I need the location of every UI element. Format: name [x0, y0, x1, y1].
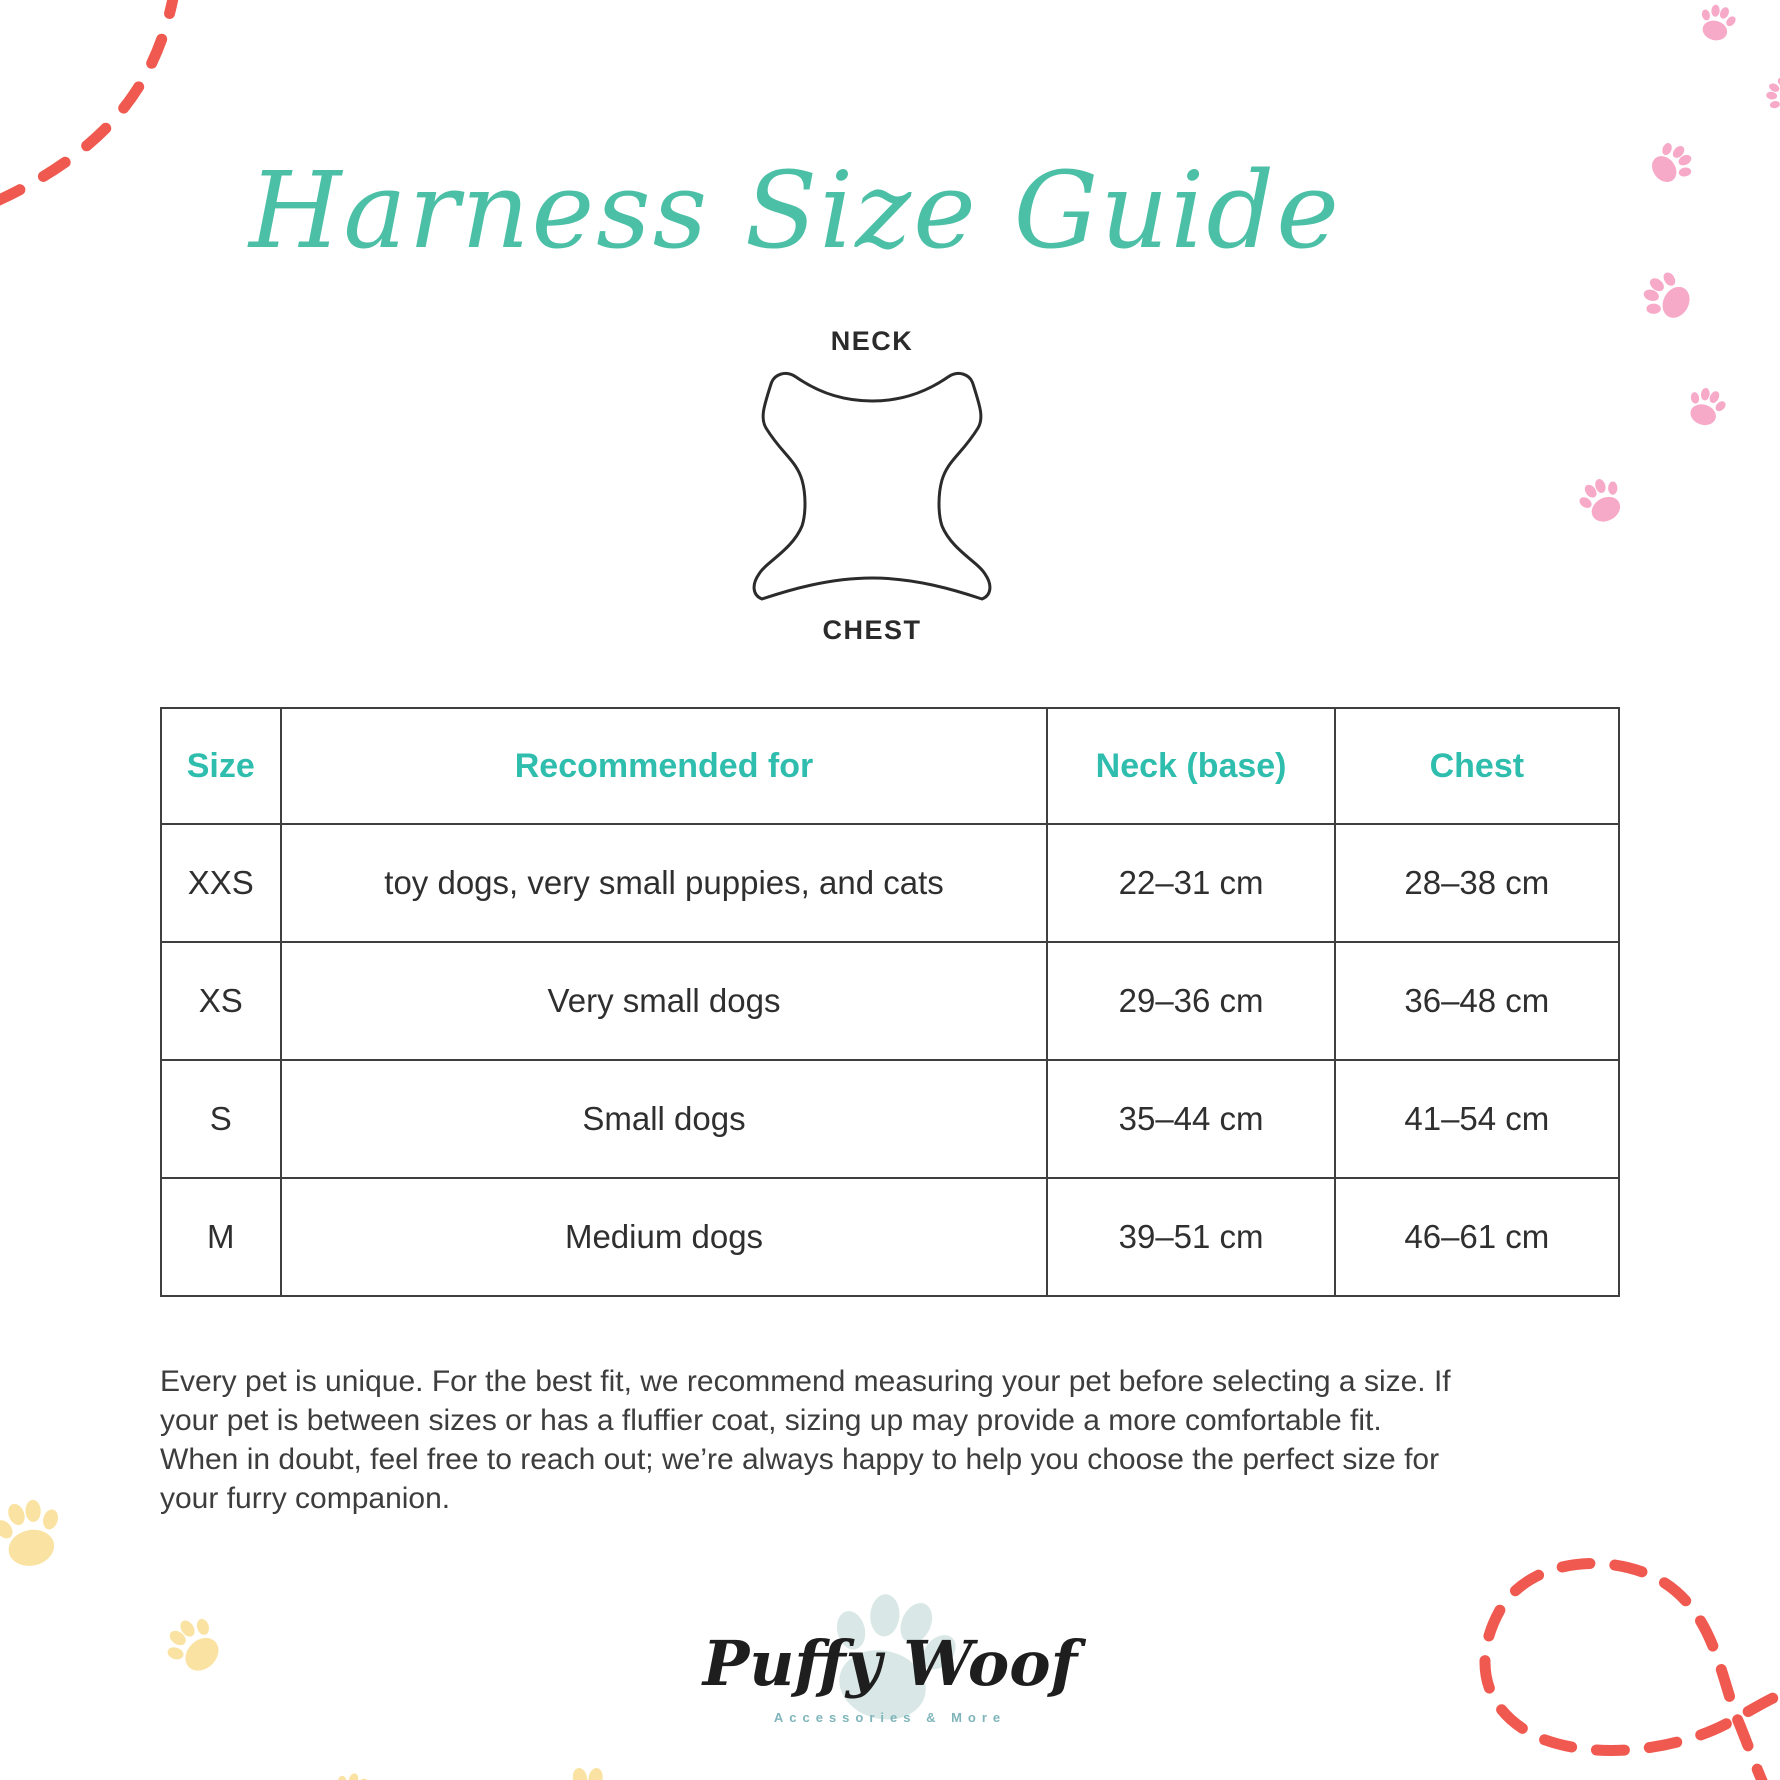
paw-icon [0, 1493, 70, 1572]
cell-recommended: Medium dogs [281, 1178, 1048, 1296]
table-row [161, 824, 1619, 942]
cell-chest: 28–38 cm [1335, 824, 1619, 942]
cell-neck: 22–31 cm [1047, 824, 1334, 942]
sizing-note-line: your furry companion. [160, 1482, 451, 1515]
page-title: Harness Size Guide [248, 149, 1341, 273]
cell-chest: 41–54 cm [1335, 1060, 1619, 1178]
paw-icon [1762, 73, 1780, 116]
sizing-note-line: your pet is between sizes or has a fluffier coat, sizing up may provide a more comfortable fit. [160, 1404, 1382, 1437]
cell-recommended: Small dogs [281, 1060, 1048, 1178]
paw-icon [325, 1766, 379, 1780]
table-row [161, 1178, 1619, 1296]
cell-neck: 29–36 cm [1047, 942, 1334, 1060]
paw-icon [156, 1607, 233, 1684]
cell-chest: 46–61 cm [1335, 1178, 1619, 1296]
pink-paw-prints [1572, 1, 1780, 530]
dashed-loop-bottom-right [1485, 1563, 1780, 1780]
harness-outline-icon [752, 365, 992, 609]
table-row [161, 1060, 1619, 1178]
paw-icon [1572, 471, 1632, 530]
brand-logo [640, 1565, 1140, 1765]
brand-name: Puffy Woof [702, 1627, 1078, 1700]
paw-icon [1643, 135, 1701, 193]
size-guide-table [160, 707, 1620, 1297]
cell-recommended: Very small dogs [281, 942, 1048, 1060]
header-recommended-for: Recommended for [281, 708, 1048, 824]
chest-label: CHEST [822, 615, 922, 645]
paw-icon [1682, 383, 1731, 431]
header-size: Size [161, 708, 281, 824]
sizing-note-line: When in doubt, feel free to reach out; we’re always happy to help you choose the perfect size for [160, 1443, 1440, 1476]
header-chest: Chest [1335, 708, 1619, 824]
sizing-note [160, 1362, 1640, 1518]
harness-diagram [742, 326, 1002, 646]
neck-label: NECK [830, 326, 914, 356]
yellow-paw-prints [0, 1493, 620, 1780]
cell-recommended: toy dogs, very small puppies, and cats [281, 824, 1048, 942]
cell-chest: 36–48 cm [1335, 942, 1619, 1060]
table-row [161, 942, 1619, 1060]
cell-size: M [161, 1178, 281, 1296]
cell-neck: 35–44 cm [1047, 1060, 1334, 1178]
table-header-row [161, 708, 1619, 824]
cell-size: S [161, 1060, 281, 1178]
sizing-note-line: Every pet is unique. For the best fit, we recommend measuring your pet before selecting a size. If [160, 1365, 1451, 1398]
paw-icon [1635, 264, 1699, 329]
cell-neck: 39–51 cm [1047, 1178, 1334, 1296]
header-neck-base: Neck (base) [1047, 708, 1334, 824]
cell-size: XS [161, 942, 281, 1060]
paw-icon [556, 1767, 620, 1780]
paw-icon [1695, 1, 1740, 45]
brand-tagline: Accessories & More [773, 1710, 1007, 1725]
cell-size: XXS [161, 824, 281, 942]
